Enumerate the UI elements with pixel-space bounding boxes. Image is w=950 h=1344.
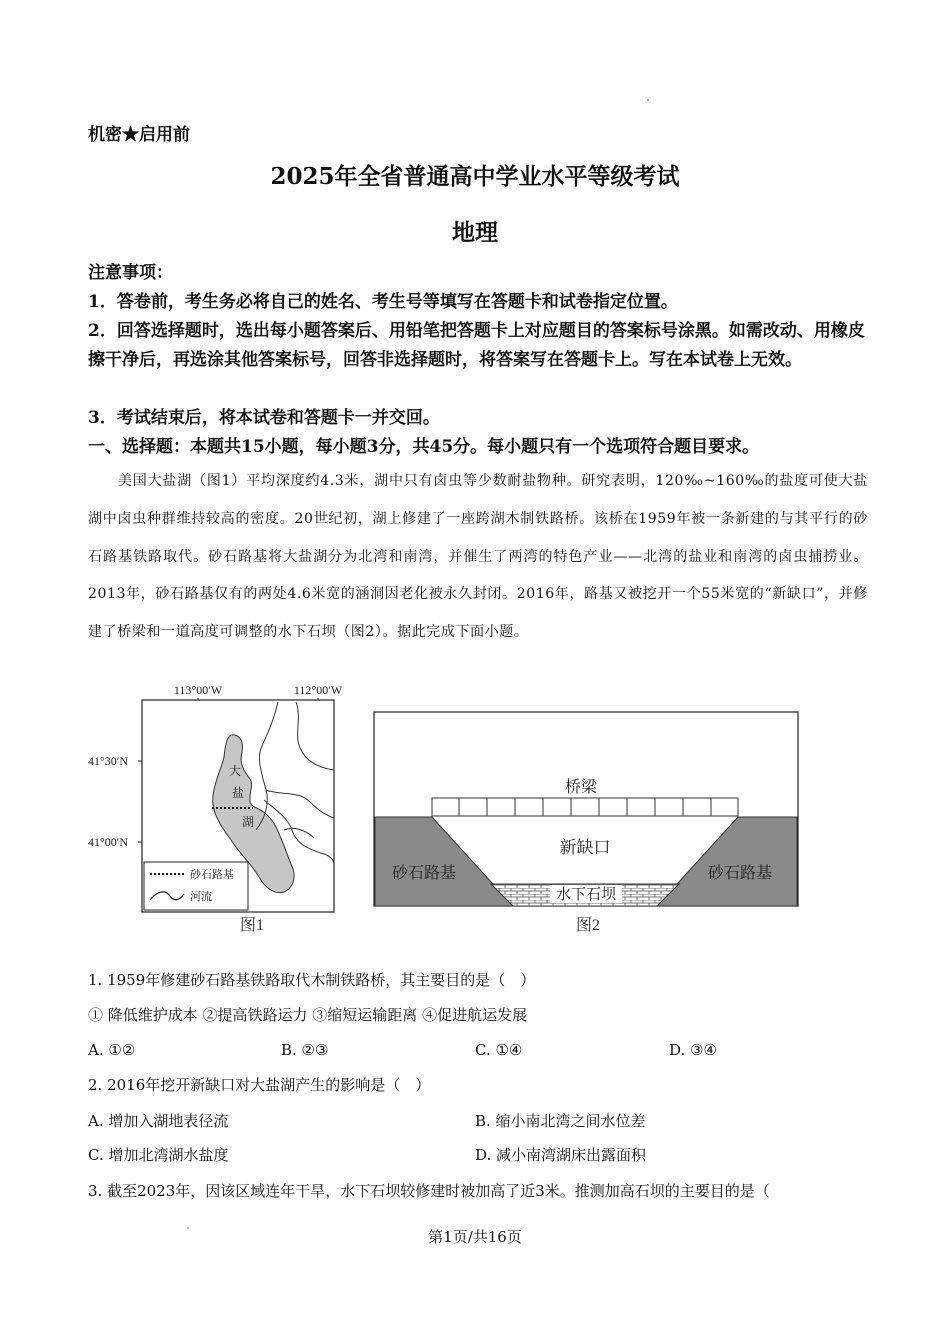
notice-item-3: 3．考试结束后，将本试卷和答题卡一并交回。 [88,408,440,428]
question-2-option-c: C. 增加北湾湖水盐度 [88,1146,229,1164]
figure-2-cross-section [374,712,798,934]
reading-passage: 美国大盐湖（图1）平均深度约4.3米，湖中只有卤虫等少数耐盐物种。研究表明，120‰~160‰的盐度可使大盐湖中卤虫种群维持较高的密度。20世纪初，湖上修建了一座跨湖木制铁路桥。该桥在1959年被一条新建的与其平行的砂石路基铁路取代。砂石路基将大盐湖分为北湾和南湾，并催生了两湾的特色产业——北湾的盐业和南湾的卤虫捕捞业。2013年，砂石路基仅有的两处4.6米宽的涵洞因老化被永久封闭。2016年，路基又被挖开一个55米宽的“新缺口”，并修建了桥梁和一道高度可调整的水下石坝（图2）。据此完成下面小题。 [88,473,868,641]
lat-label-4100: 41°00′N [88,835,129,849]
legend-causeway-label: 砂石路基 [190,869,234,881]
notice-item-2: 2．回答选择题时，选出每小题答案后、用铅笔把答题卡上对应题目的答案标号涂黑。如需改动、用橡皮擦干净后，再选涂其他答案标号，回答非选择题时，将答案写在答题卡上。写在本试卷上无效。 [88,321,865,370]
bridge-label: 桥梁 [564,777,598,796]
lon-label-112: 112°00′W [293,683,343,697]
lat-label-4130: 41°30′N [88,754,129,768]
page-footer: 第1页/共16页 [428,1228,522,1246]
figure-1-caption: 图1 [239,917,265,934]
question-1-option-a: A. ①② [88,1041,136,1059]
lake-label-1: 大 [228,764,242,778]
figure-1-map [88,683,343,934]
exam-title: 2025年全省普通高中学业水平等级考试 [270,163,680,190]
question-1-option-d: D. ③④ [669,1041,717,1059]
weir-label: 水下石坝 [555,885,617,903]
embankment-left-label: 砂石路基 [391,863,457,882]
question-2-stem: 2. 2016年挖开新缺口对大盐湖产生的影响是（ ） [88,1076,431,1094]
embankment-right-label: 砂石路基 [707,863,773,882]
question-1-option-c: C. ①④ [475,1041,523,1059]
legend-river-label: 河流 [190,891,212,903]
scan-speck [647,99,649,101]
question-1-statements: ① 降低维护成本 ②提高铁路运力 ③缩短运输距离 ④促进航运发展 [88,1006,528,1024]
question-1-stem: 1. 1959年修建砂石路基铁路取代木制铁路桥，其主要目的是（ ） [88,971,536,989]
lake-label-2: 盐 [231,786,245,800]
section-heading: 一、选择题：本题共15小题，每小题3分，共45分。每小题只有一个选项符合题目要求。 [88,437,760,457]
secret-mark: 机密★启用前 [88,125,190,145]
breach-label: 新缺口 [559,838,611,858]
notice-heading: 注意事项： [88,263,173,283]
lon-label-113: 113°00′W [173,683,223,697]
question-2-option-d: D. 减小南湾湖床出露面积 [475,1146,647,1164]
figures-1-2 [88,678,808,940]
question-2-option-b: B. 缩小南北湾之间水位差 [475,1112,646,1130]
question-2-option-a: A. 增加入湖地表径流 [88,1112,229,1130]
figure-2-caption: 图2 [575,917,601,934]
notice-item-1: 1．答卷前，考生务必将自己的姓名、考生号等填写在答题卡和试卷指定位置。 [88,292,678,312]
question-1-option-b: B. ②③ [281,1041,329,1059]
subject-title: 地理 [452,219,498,246]
question-3-stem: 3. 截至2023年，因该区域连年干旱，水下石坝较修建时被加高了近3米。推测加高石坝的主要目的是（ [88,1182,770,1200]
lake-label-3: 湖 [241,815,255,829]
bridge-deck [432,798,738,816]
